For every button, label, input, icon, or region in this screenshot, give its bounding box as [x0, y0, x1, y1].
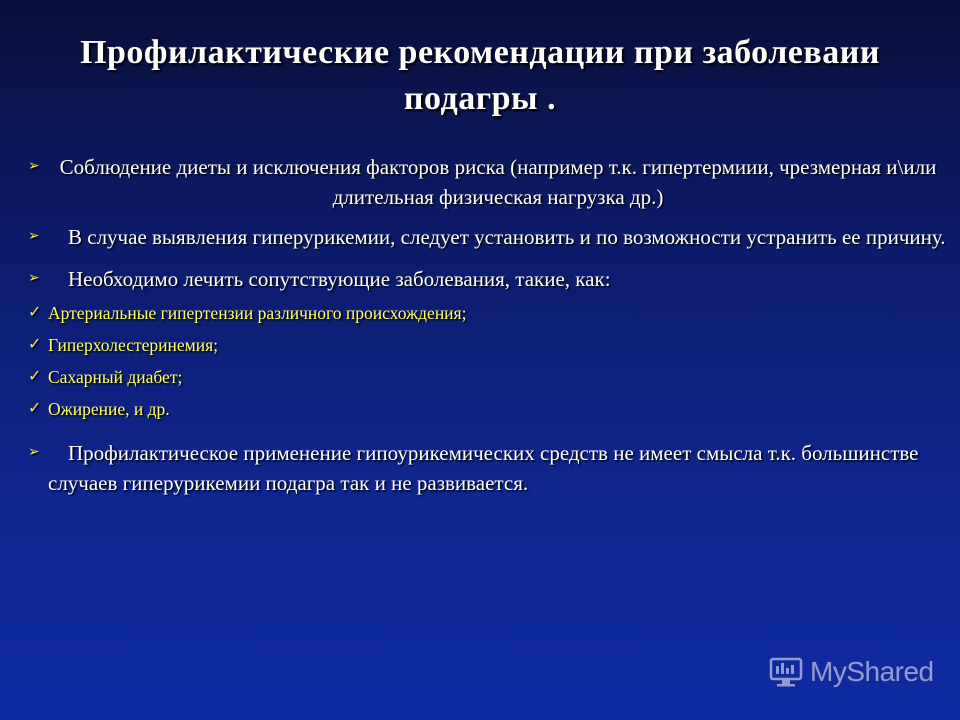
- list-item-text: В случае выявления гиперурикемии, следует установить и по возможности устранить ее причину.: [68, 225, 946, 249]
- arrow-bullet-icon: ➢: [28, 445, 40, 460]
- list-item: [28, 438, 948, 498]
- slide-content: [28, 152, 948, 498]
- list-item-text: Ожирение, и др.: [48, 399, 170, 419]
- watermark-logo: [768, 654, 934, 690]
- arrow-bullet-icon: ➢: [28, 159, 40, 174]
- checkmark-bullet-icon: ✓: [28, 368, 42, 385]
- list-item-text: Необходимо лечить сопутствующие заболевания, такие, как:: [68, 267, 611, 291]
- list-item: [28, 264, 948, 294]
- list-item-text: Сахарный диабет;: [48, 367, 183, 387]
- list-item: [28, 396, 948, 422]
- list-item: [28, 300, 948, 326]
- list-item-text: Артериальные гипертензии различного происхождения;: [48, 303, 467, 323]
- list-item: [28, 332, 948, 358]
- list-item: [28, 364, 948, 390]
- list-item-text: Гиперхолестеринемия;: [48, 335, 219, 355]
- watermark-text: MyShared: [810, 656, 934, 687]
- list-item: [28, 222, 948, 252]
- list-item-text: Профилактическое применение гипоурикемических средств не имеет смысла т.к. большинстве случаев гиперурикемии подагра так и не развивается.: [48, 441, 919, 495]
- arrow-bullet-icon: ➢: [28, 271, 40, 286]
- list-item: [28, 152, 948, 212]
- checkmark-bullet-icon: ✓: [28, 336, 42, 353]
- slide-title: Профилактические рекомендации при заболеваии подагры .: [80, 34, 880, 117]
- checkmark-bullet-icon: ✓: [28, 400, 42, 417]
- monitor-icon: [768, 654, 804, 690]
- checkmark-bullet-icon: ✓: [28, 304, 42, 321]
- list-item-text: Соблюдение диеты и исключения факторов риска (например т.к. гипертермиии, чрезмерная и\или длительная физическая нагрузка др.): [59, 155, 937, 209]
- arrow-bullet-icon: ➢: [28, 229, 40, 244]
